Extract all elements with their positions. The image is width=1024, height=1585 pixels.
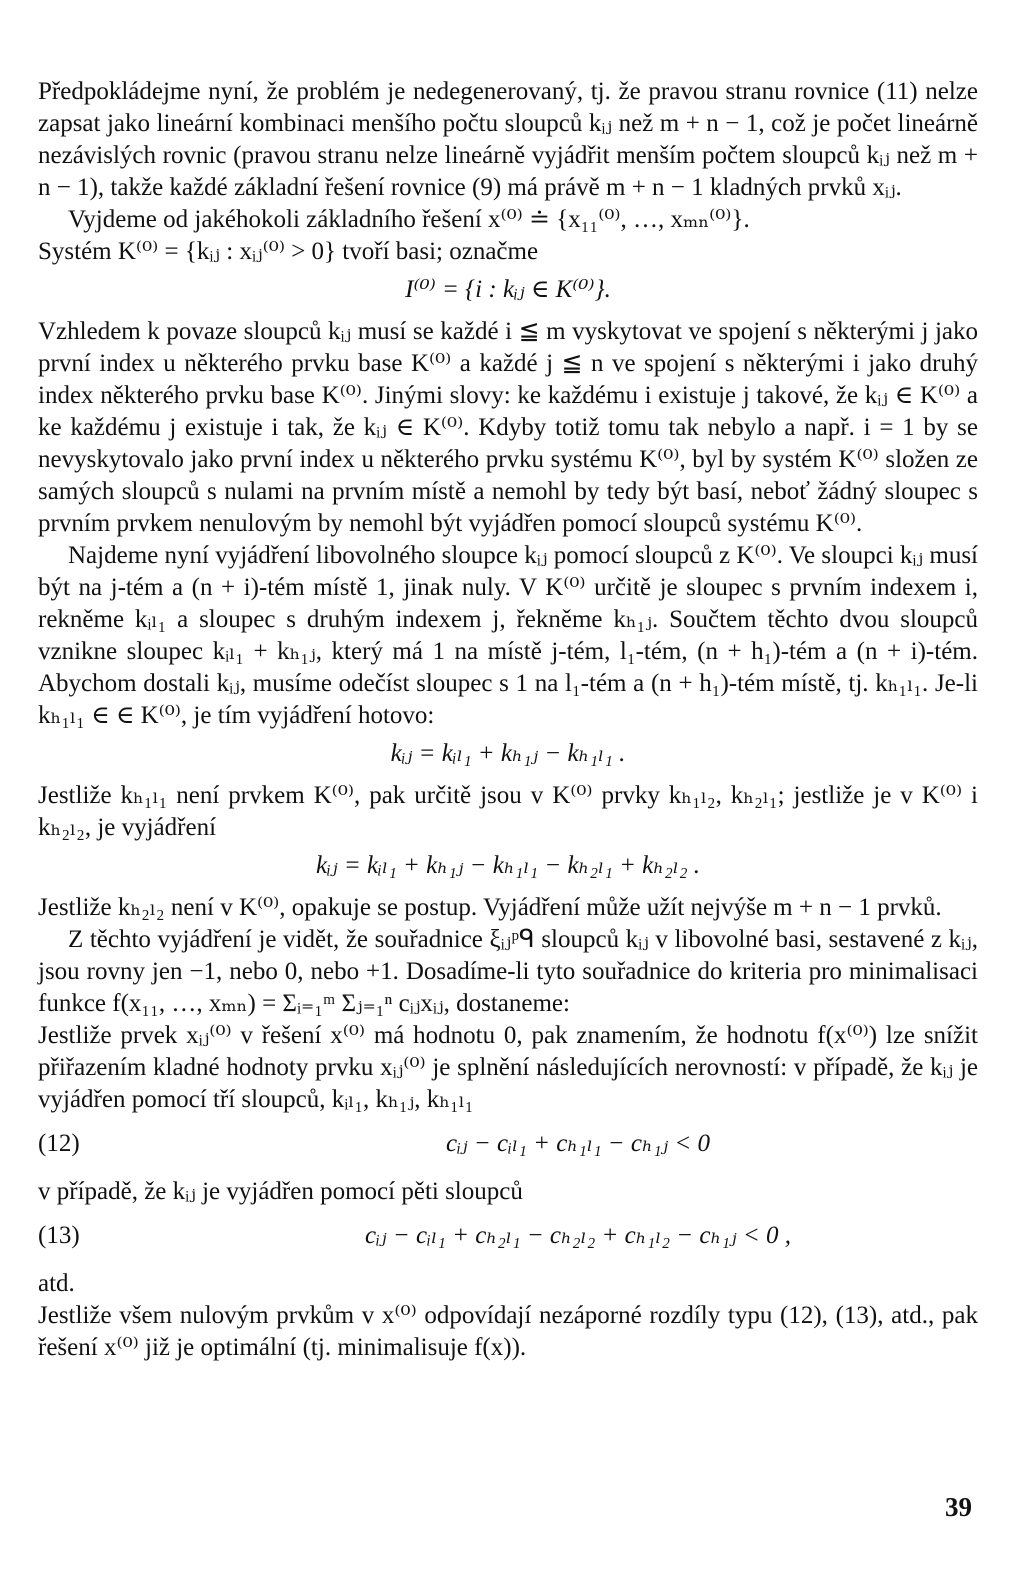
equation-number: (13) bbox=[38, 1222, 80, 1249]
paragraph-basic-solution: Vyjdeme od jakéhokoli základního řešení x⁽⁰⁾ ≐ {x₁₁⁽⁰⁾, …, xₘₙ⁽⁰⁾}. bbox=[68, 206, 750, 233]
page-number: 39 bbox=[945, 1492, 972, 1522]
paragraph-criterion: Jestliže prvek xᵢⱼ⁽⁰⁾ v řešení x⁽⁰⁾ má hodnotu 0, pak znamením, že hodnotu f(x⁽⁰⁾) lze snížit přiřazením kladné hodnoty prvku xᵢⱼ⁽⁰⁾ je splnění následujících nerovností: v případě, že kᵢⱼ je vyjádřen pomocí tří sloupců, kᵢₗ₁, kₕ₁ⱼ, kₕ₁ₗ₁ bbox=[38, 1022, 978, 1113]
paragraph-etc: atd. bbox=[38, 1270, 75, 1297]
paragraph-expression: Najdeme nyní vyjádření libovolného sloupce kᵢⱼ pomocí sloupců z K⁽⁰⁾. Ve sloupci kᵢⱼ musí být na j-tém a (n + i)-tém místě 1, jinak nuly. V K⁽⁰⁾ určitě je sloupec s prvním indexem i, rekněme kᵢₗ₁ a sloupec s druhým indexem j, řekněme kₕ₁ⱼ. Součtem těchto dvou sloupců vznikne sloupec kᵢₗ₁ + kₕ₁ⱼ, který má 1 na místě j-tém, l₁-tém, (n + h₁)-tém a (n + i)-tém. Abychom dostali kᵢⱼ, musíme odečíst sloupec s 1 na l₁-tém a (n + h₁)-tém místě, tj. kₕ₁ₗ₁. Je-li kₕ₁ₗ₁ ∈ ∈ K⁽⁰⁾, je tím vyjádření hotovo: bbox=[38, 542, 978, 729]
paragraph-five-columns: v případě, že kᵢⱼ je vyjádřen pomocí pěti sloupců bbox=[38, 1178, 523, 1205]
display-expression-three: kᵢⱼ = kᵢₗ₁ + kₕ₁ⱼ − kₕ₁ₗ₁ . bbox=[390, 740, 626, 767]
equation-formula: cᵢⱼ − cᵢₗ₁ + cₕ₁ₗ₁ − cₕ₁ⱼ < 0 bbox=[445, 1130, 710, 1157]
paragraph-column-nature: Vzhledem k povaze sloupců kᵢⱼ musí se každé i ≦ m vyskytovat ve spojení s některými j jako první index u některého prvku base K⁽⁰⁾ a každé j ≦ n ve spojení s některými i jako druhý index některého prvku base K⁽⁰⁾. Jinými slovy: ke každému i existuje j takové, že kᵢⱼ ∈ K⁽⁰⁾ a ke každému j existuje i tak, že kᵢⱼ ∈ K⁽⁰⁾. Kdyby totiž tomu tak nebylo a např. i = 1 by se nevyskytovalo jako první index u některého prvku systému K⁽⁰⁾, byl by systém K⁽⁰⁾ složen ze samých sloupců s nulami na prvním místě a nemohl by tedy být basí, neboť žádný sloupec s prvním prvkem nenulovým by nemohl být vyjádřen pomocí sloupců systému K⁽⁰⁾. bbox=[38, 318, 978, 537]
paragraph-repeat: Jestliže kₕ₂ₗ₂ není v K⁽⁰⁾, opakuje se postup. Vyjádření může užít nejvýše m + n − 1 prvků. bbox=[38, 894, 942, 921]
paragraph-if-not-element: Jestliže kₕ₁ₗ₁ není prvkem K⁽⁰⁾, pak určitě jsou v K⁽⁰⁾ prvky kₕ₁ₗ₂, kₕ₂ₗ₁; jestliže je v K⁽⁰⁾ i kₕ₂ₗ₂, je vyjádření bbox=[38, 782, 978, 841]
paragraph-coordinates: Z těchto vyjádření je vidět, že souřadnice ξᵢⱼᵖᑫ sloupců kᵢⱼ v libovolné basi, sestavené z kᵢⱼ, jsou rovny jen −1, nebo 0, nebo +1. Dosadíme-li tyto souřadnice do kriteria pro minimalisaci funkce f(x₁₁, …, xₘₙ) = Σᵢ₌₁ᵐ Σⱼ₌₁ⁿ cᵢⱼxᵢⱼ, dostaneme: bbox=[38, 926, 978, 1017]
equation-number: (12) bbox=[38, 1130, 80, 1157]
paragraph-basis-system: Systém K⁽⁰⁾ = {kᵢⱼ : xᵢⱼ⁽⁰⁾ > 0} tvoří basi; označme bbox=[38, 238, 539, 265]
display-expression-five: kᵢⱼ = kᵢₗ₁ + kₕ₁ⱼ − kₕ₁ₗ₁ − kₕ₂ₗ₁ + kₕ₂ₗ₂ . bbox=[315, 852, 701, 879]
equation-12 bbox=[38, 1128, 978, 1160]
paragraph-closing: Jestliže všem nulovým prvkům v x⁽⁰⁾ odpovídají nezáporné rozdíly typu (12), (13), atd., pak řešení x⁽⁰⁾ již je optimální (tj. minimalisuje f(x)). bbox=[38, 1302, 978, 1361]
equation-formula: cᵢⱼ − cᵢₗ₁ + cₕ₂ₗ₁ − cₕ₂ₗ₂ + cₕ₁ₗ₂ − cₕ₁ⱼ < 0 , bbox=[365, 1222, 791, 1249]
page-body bbox=[38, 76, 978, 1364]
display-index-set: I⁽⁰⁾ = {i : kᵢⱼ ∈ K⁽⁰⁾}. bbox=[405, 276, 611, 303]
equation-13 bbox=[38, 1220, 978, 1252]
paragraph-nondegenerate: Předpokládejme nyní, že problém je nedegenerovaný, tj. že pravou stranu rovnice (11) nelze zapsat jako lineární kombinaci menšího počtu sloupců kᵢⱼ než m + n − 1, což je počet lineárně nezávislých rovnic (pravou stranu nelze lineárně vyjádřit menším počtem sloupců kᵢⱼ než m + n − 1), takže každé základní řešení rovnice (9) má právě m + n − 1 kladných prvků xᵢⱼ. bbox=[38, 78, 978, 201]
